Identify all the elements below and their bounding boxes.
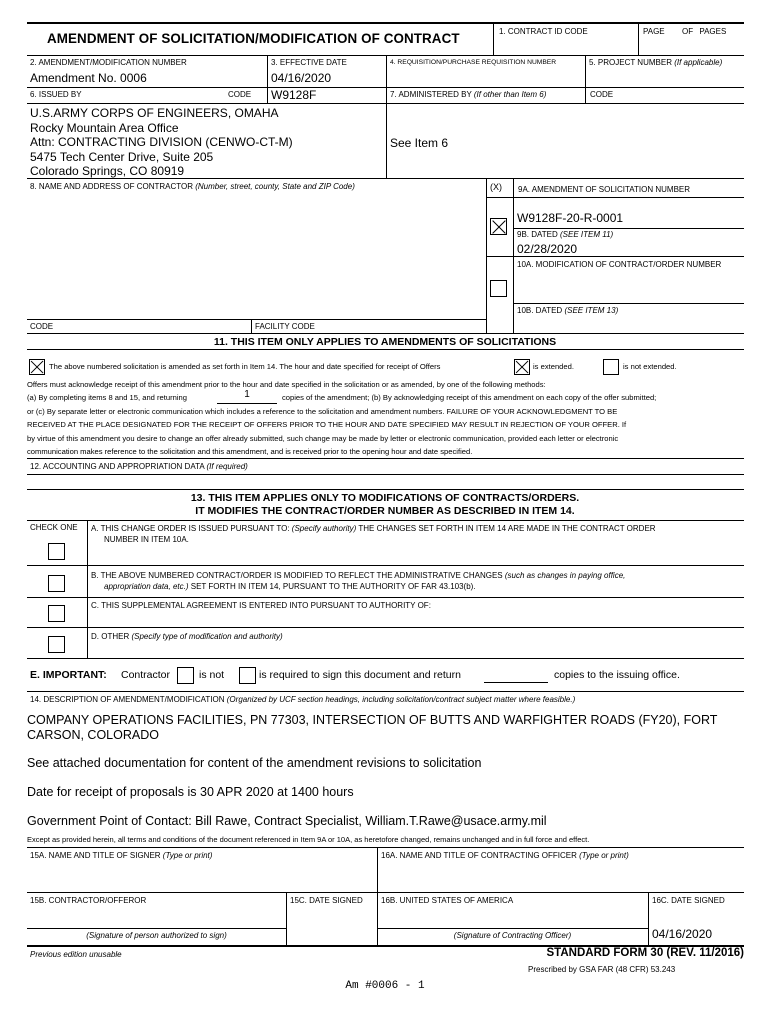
item-13a-line: A. THIS CHANGE ORDER IS ISSUED PURSUANT TO:: [91, 524, 290, 533]
item-13-heading-1: 13. THIS ITEM APPLIES ONLY TO MODIFICATIONS OF CONTRACTS/ORDERS.: [190, 492, 580, 504]
standard-form-label: STANDARD FORM 30 (REV. 11/2016): [546, 947, 744, 959]
issuer-line: Attn: CONTRACTING DIVISION (CENWO-CT-M): [30, 135, 293, 149]
except-clause: Except as provided herein, all terms and conditions of the document referenced in Item 9A or 10A, as heretofore changed, remains unchanged and in full force and effect.: [27, 835, 590, 844]
date-signed-15c-label: 15C. DATE SIGNED: [290, 896, 363, 905]
contractor-code-label: CODE: [30, 322, 54, 331]
rule: [585, 87, 586, 103]
contractor-word: Contractor: [121, 669, 171, 681]
rule: [648, 892, 649, 945]
contract-id-label: 1. CONTRACT ID CODE: [499, 27, 588, 36]
rule: [27, 103, 386, 104]
item-13-heading-2: IT MODIFIES THE CONTRACT/ORDER NUMBER AS DESCRIBED IN ITEM 14.: [195, 505, 575, 517]
rule: [513, 303, 744, 304]
rule: [493, 22, 494, 55]
issuer-line: U.S.ARMY CORPS OF ENGINEERS, OMAHA: [30, 106, 279, 120]
rule: [267, 55, 268, 87]
contractor-hint: (Number, street, county, State and ZIP Code): [195, 182, 355, 191]
item-12-hint: (If required): [206, 462, 248, 471]
dated-9b-hint: (SEE ITEM 11): [559, 230, 614, 239]
top-border: [27, 22, 744, 24]
dated-10b-label: [517, 306, 618, 316]
item-13b-text-2: [104, 582, 476, 592]
extended-label: is extended.: [533, 362, 574, 371]
signer-text: 15A. NAME AND TITLE OF SIGNER: [30, 851, 161, 860]
officer-signature-text: (Signature of Contracting Officer): [453, 931, 572, 940]
previous-edition-note: [30, 950, 122, 960]
item-13d-text: [91, 632, 283, 642]
contractor-signature-caption: [27, 931, 286, 941]
signature-line: [377, 928, 648, 929]
rule: [513, 228, 744, 229]
item-13a-checkbox[interactable]: [48, 543, 65, 560]
prescribed-by: Prescribed by GSA FAR (48 CFR) 53.243: [528, 965, 676, 974]
officer-signature-caption: [377, 931, 648, 941]
item-11-text: RECEIVED AT THE PLACE DESIGNATED FOR THE RECEIPT OF OFFERS PRIOR TO THE HOUR AND DATE SPECIFIED MAY RESULT IN REJECTION OF YOUR OFFER. If: [27, 420, 627, 429]
rule: [27, 847, 744, 848]
item-13d-line: D. OTHER: [91, 632, 130, 641]
check-one-label: CHECK ONE: [30, 523, 78, 532]
rule: [27, 658, 744, 659]
rule: [27, 691, 744, 692]
requisition-label: 4. REQUISITION/PURCHASE REQUISITION NUMBER: [390, 59, 557, 66]
admin-code-label: CODE: [590, 90, 614, 99]
contractor-label: [30, 182, 355, 192]
project-number-label: [589, 58, 722, 68]
contracting-officer-text: 16A. NAME AND TITLE OF CONTRACTING OFFICER: [381, 851, 577, 860]
issuer-line: Colorado Springs, CO 80919: [30, 164, 185, 178]
item-13a-text-2: NUMBER IN ITEM 10A.: [104, 535, 189, 544]
date-signed-16c-label: 16C. DATE SIGNED: [652, 896, 725, 905]
item-13b-line: B. THE ABOVE NUMBERED CONTRACT/ORDER IS MODIFIED TO REFLECT THE ADMINISTRATIVE CHANGES: [91, 571, 503, 580]
item-13d-hint: (Specify type of modification and authority): [131, 632, 283, 641]
page-label: PAGE: [643, 27, 665, 36]
item-11-text: Offers must acknowledge receipt of this amendment prior to the hour and date specified in the solicitation or as amended, by one of the following methods:: [27, 380, 546, 389]
not-extended-checkbox[interactable]: [603, 359, 619, 375]
dated-9b-value[interactable]: 02/28/2020: [517, 242, 578, 256]
item-13b-hint-2: appropriation data, etc.): [104, 582, 189, 591]
effective-date-label: 3. EFFECTIVE DATE: [271, 58, 347, 67]
copies-value: 1: [244, 389, 250, 400]
copies-to-office-label: copies to the issuing office.: [554, 669, 680, 681]
previous-edition-text: Previous edition unusable: [30, 950, 122, 959]
issuer-line: Rocky Mountain Area Office: [30, 120, 179, 135]
description-line[interactable]: Date for receipt of proposals is 30 APR 2020 at 1400 hours: [27, 785, 354, 799]
rule: [286, 892, 287, 945]
item-11-text: or (c) By separate letter or electronic communication which includes a reference to the solicitation and amendment numbers. FAILURE OF YOUR ACKNOWLEDGMENT TO BE: [27, 407, 618, 416]
issuer-line: 5475 Tech Center Drive, Suite 205: [30, 149, 214, 164]
item-11-heading: 11. THIS ITEM ONLY APPLIES TO AMENDMENTS OF SOLICITATIONS: [213, 336, 557, 348]
item-13c-checkbox[interactable]: [48, 605, 65, 622]
item-13b-text: [91, 571, 625, 581]
item-12-text: 12. ACCOUNTING AND APPROPRIATION DATA: [30, 462, 205, 471]
of-pages-label: OF PAGES: [682, 27, 727, 36]
administered-by-hint: (If other than Item 6): [473, 90, 547, 99]
project-number-hint: (If applicable): [674, 58, 723, 67]
is-required-label: is required to sign this document and return: [259, 669, 461, 681]
rule: [486, 197, 744, 198]
item-10-checkbox[interactable]: [490, 280, 507, 297]
item-13c-text: C. THIS SUPPLEMENTAL AGREEMENT IS ENTERED INTO PURSUANT TO AUTHORITY OF:: [91, 601, 431, 610]
project-number-text: 5. PROJECT NUMBER: [589, 58, 672, 67]
amendment-number-label: 2. AMENDMENT/MODIFICATION NUMBER: [30, 58, 187, 67]
item-11-text: communication makes reference to the solicitation and this amendment, and is received prior to the opening hour and date specified.: [27, 447, 473, 456]
item-13a-line: THE CHANGES SET FORTH IN ITEM 14 ARE MADE IN THE CONTRACT ORDER: [358, 524, 656, 533]
administered-by-value[interactable]: See Item 6: [390, 136, 449, 150]
modification-number-label: 10A. MODIFICATION OF CONTRACT/ORDER NUMBER: [517, 260, 722, 269]
contracting-officer-hint: (Type or print): [579, 851, 629, 860]
rule: [585, 55, 586, 87]
rule: [27, 892, 744, 893]
rule: [27, 520, 744, 521]
rule: [27, 565, 744, 566]
date-signed-16c-value[interactable]: 04/16/2020: [652, 927, 713, 941]
item-14-text: 14. DESCRIPTION OF AMENDMENT/MODIFICATION: [30, 695, 225, 704]
item-13b-hint: (such as changes in paying office,: [504, 571, 626, 580]
item-13a-text: [91, 524, 656, 534]
contractor-signature-text: (Signature of person authorized to sign): [86, 931, 227, 940]
item-11-text: by virtue of this amendment you desire to change an offer already submitted, such change may be made by letter or electronic communication, provided each letter or electronic: [27, 434, 619, 443]
administered-by-label: [390, 90, 546, 100]
rule: [27, 333, 744, 334]
item-11-text: (a) By completing items 8 and 15, and returning: [27, 393, 187, 402]
amended-checkbox[interactable]: [29, 359, 45, 375]
issuer-address[interactable]: [30, 106, 293, 179]
description-line[interactable]: Government Point of Contact: Bill Rawe, Contract Specialist, William.T.Rawe@usace.army.mil: [27, 814, 547, 828]
contractor-text: 8. NAME AND ADDRESS OF CONTRACTOR: [30, 182, 193, 191]
is-required-checkbox[interactable]: [239, 667, 256, 684]
item-13a-hint: (Specify authority): [291, 524, 357, 533]
rule: [27, 597, 744, 598]
signer-label: [30, 851, 212, 861]
item-14-hint: (Organized by UCF section headings, including solicitation/contract subject matter where feasible.): [226, 695, 576, 704]
facility-code-label: FACILITY CODE: [255, 322, 315, 331]
item-13b-line-2: SET FORTH IN ITEM 14, PURSUANT TO THE AUTHORITY OF FAR 43.103(b).: [190, 582, 476, 591]
is-not-label: is not: [199, 669, 225, 681]
contractor-offeror-label: 15B. CONTRACTOR/OFFEROR: [30, 896, 147, 905]
contracting-officer-label: [381, 851, 629, 861]
rule: [267, 87, 268, 103]
effective-date-value[interactable]: 04/16/2020: [271, 71, 332, 85]
form-title: AMENDMENT OF SOLICITATION/MODIFICATION OF CONTRACT: [47, 31, 460, 46]
rule: [486, 256, 744, 257]
is-not-checkbox[interactable]: [177, 667, 194, 684]
usa-label: 16B. UNITED STATES OF AMERICA: [381, 896, 514, 905]
important-label: E. IMPORTANT:: [30, 669, 107, 681]
item-12-label: [30, 462, 248, 472]
rule: [386, 55, 387, 178]
item-13d-checkbox[interactable]: [48, 636, 65, 653]
item-9-checkbox[interactable]: [490, 218, 507, 235]
issued-by-label: 6. ISSUED BY: [30, 90, 82, 99]
description-line[interactable]: COMPANY OPERATIONS FACILITIES, PN 77303, INTERSECTION OF BUTTS AND WARFIGHTER ROADS (FY20), FORT: [27, 713, 718, 727]
x-column-label: (X): [490, 182, 502, 192]
amendment-solicitation-label: 9A. AMENDMENT OF SOLICITATION NUMBER: [518, 185, 691, 194]
description-line[interactable]: See attached documentation for content of the amendment revisions to solicitation: [27, 756, 482, 770]
rule: [27, 489, 744, 490]
rule: [27, 349, 744, 350]
description-line[interactable]: CARSON, COLORADO: [27, 728, 159, 742]
not-extended-label: is not extended.: [623, 362, 677, 371]
rule: [27, 474, 744, 475]
rule: [386, 103, 744, 104]
rule: [27, 627, 744, 628]
rule: [251, 319, 252, 333]
copies-return-field[interactable]: [484, 669, 548, 683]
amendment-solicitation-value[interactable]: W9128F-20-R-0001: [517, 211, 624, 225]
dated-9b-text: 9B. DATED: [517, 230, 558, 239]
dated-9b-label: [517, 230, 613, 240]
extended-checkbox[interactable]: [514, 359, 530, 375]
item-14-label: [30, 695, 575, 705]
signature-line: [27, 928, 286, 929]
dated-10b-text: 10B. DATED: [517, 306, 563, 315]
page-marker: Am #0006 - 1: [345, 980, 425, 992]
issued-code-value[interactable]: W9128F: [271, 88, 317, 102]
rule: [638, 22, 639, 55]
administered-by-text: 7. ADMINISTERED BY: [390, 90, 472, 99]
dated-10b-hint: (SEE ITEM 13): [564, 306, 619, 315]
rule: [27, 319, 486, 320]
issued-code-label: CODE: [228, 90, 252, 99]
item-13b-checkbox[interactable]: [48, 575, 65, 592]
amendment-number-value[interactable]: Amendment No. 0006: [30, 71, 147, 85]
rule: [87, 520, 88, 658]
signer-hint: (Type or print): [162, 851, 213, 860]
item-11-text: copies of the amendment; (b) By acknowledging receipt of this amendment on each copy of the offer submitted;: [282, 393, 657, 402]
item-11-statement: The above numbered solicitation is amended as set forth in Item 14. The hour and date specified for receipt of Offers: [49, 362, 441, 371]
